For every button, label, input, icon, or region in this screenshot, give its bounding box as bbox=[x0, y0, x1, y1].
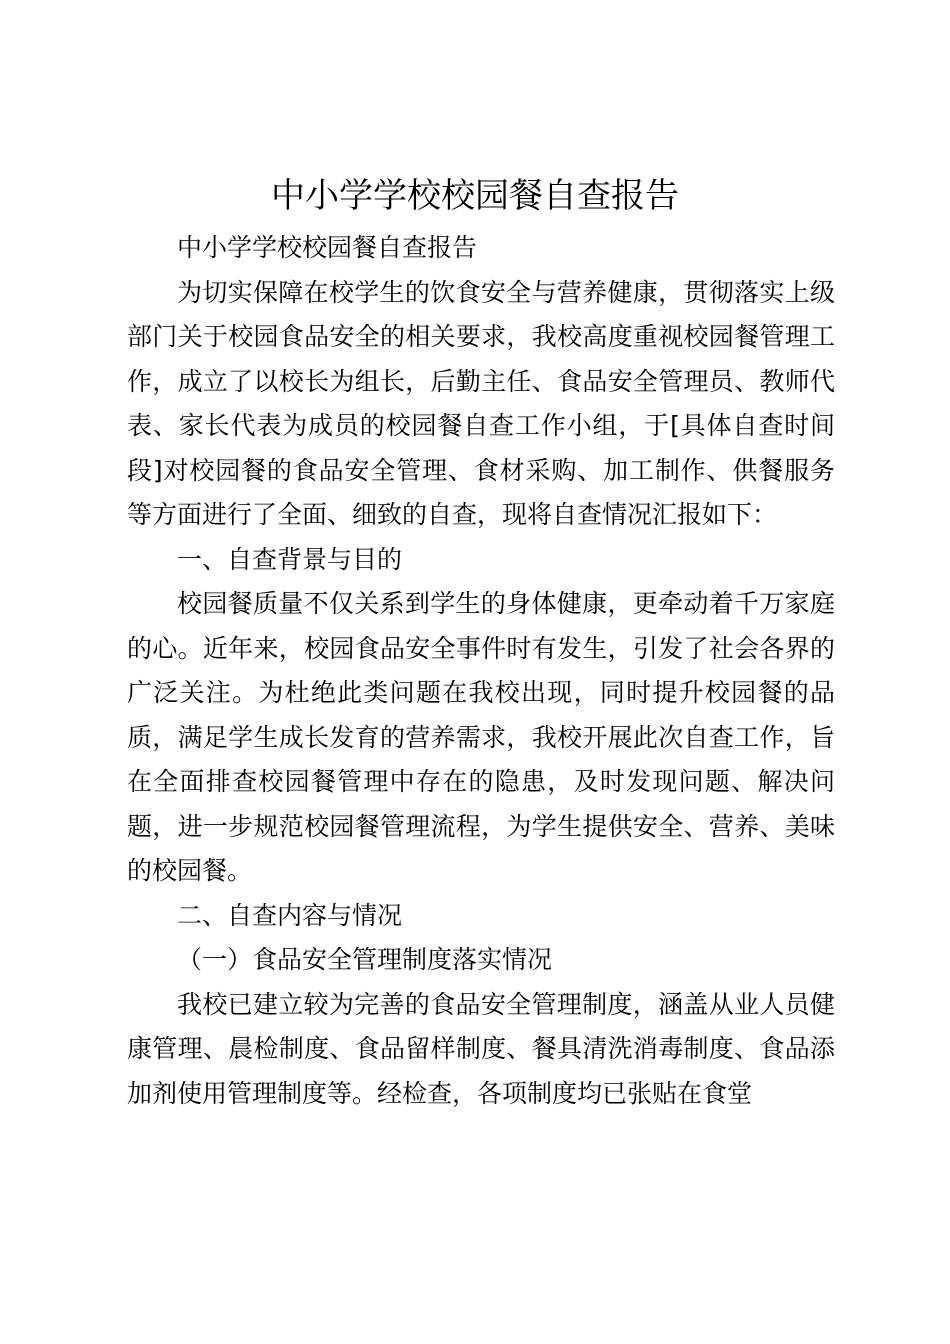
document-body bbox=[127, 226, 835, 1116]
subtitle-paragraph: 中小学学校校园餐自查报告 bbox=[177, 233, 478, 262]
subsection-heading-1: （一）食品安全管理制度落实情况 bbox=[177, 945, 553, 974]
intro-paragraph: 为切实保障在校学生的饮食安全与营养健康，贯彻落实上级部门关于校园食品安全的相关要求，我校高度重视校园餐管理工作，成立了以校长为组长，后勤主任、食品安全管理员、教师代表、家长代表为成员的校园餐自查工作小组，于[具体自查时间段]对校园餐的食品安全管理、食材采购、加工制作、供餐服务等方面进行了全面、细致的自查，现将自查情况汇报如下： bbox=[127, 277, 835, 529]
background-paragraph: 校园餐质量不仅关系到学生的身体健康，更牵动着千万家庭的心。近年来，校园食品安全事件时有发生，引发了社会各界的广泛关注。为杜绝此类问题在我校出现，同时提升校园餐的品质，满足学生成长发育的营养需求，我校开展此次自查工作，旨在全面排查校园餐管理中存在的隐患，及时发现问题、解决问题，进一步规范校园餐管理流程，为学生提供安全、营养、美味的校园餐。 bbox=[127, 589, 835, 885]
policy-paragraph: 我校已建立较为完善的食品安全管理制度，涵盖从业人员健康管理、晨检制度、食品留样制度、餐具清洗消毒制度、食品添加剂使用管理制度等。经检查，各项制度均已张贴在食堂 bbox=[127, 989, 835, 1108]
section-heading-2: 二、自查内容与情况 bbox=[177, 900, 403, 930]
section-heading-1: 一、自查背景与目的 bbox=[177, 544, 403, 574]
document-title: 中小学学校校园餐自查报告 bbox=[271, 176, 679, 216]
